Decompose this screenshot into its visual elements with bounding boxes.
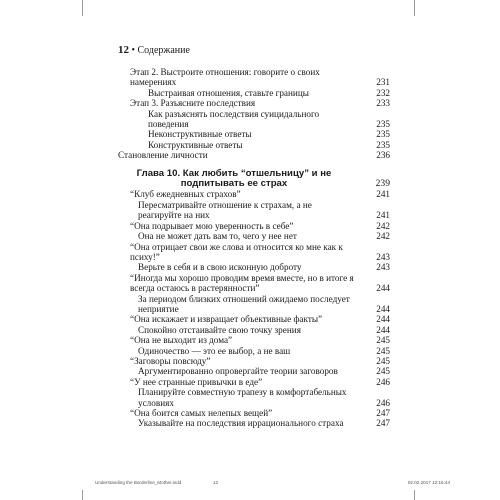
toc-entry-title: Конструктивные ответы — [148, 139, 243, 150]
toc-row — [118, 387, 390, 408]
toc-entry-title: “У нее странные привычки в еде” — [130, 376, 263, 387]
toc-entry-page: 244 — [376, 314, 390, 325]
toc-entry-title: Неконструктивные ответы — [148, 129, 252, 140]
toc-entry-page: 242 — [376, 220, 390, 231]
toc-entry-title: Становление личности — [118, 150, 208, 161]
toc-row — [118, 221, 390, 231]
toc-entry-page: 236 — [376, 150, 390, 161]
crop-mark-top-left — [82, 0, 83, 16]
toc-row — [118, 408, 390, 418]
table-of-contents — [118, 67, 390, 429]
toc-entry-page: 246 — [376, 397, 390, 408]
toc-entry-title: Одиночество — это ее выбор, а не ваш — [138, 345, 291, 356]
toc-entry-page: 239 — [375, 178, 390, 190]
toc-row — [118, 418, 390, 428]
toc-entry-page: 244 — [376, 303, 390, 314]
toc-chapter-row — [118, 169, 390, 190]
toc-entry-title: “Она искажает и извращает объективные факты” — [130, 314, 323, 325]
toc-entry-title: За периодом близких отношений ожидаемо последует неприятие — [138, 293, 350, 314]
toc-row — [118, 335, 390, 345]
toc-entry-page: 231 — [376, 77, 390, 88]
header-title: Содержание — [137, 45, 190, 56]
toc-row — [118, 366, 390, 376]
toc-entry-title: Указывайте на последствия иррационального страха — [138, 418, 344, 429]
toc-entry-page: 243 — [376, 262, 390, 273]
toc-entry-page: 247 — [376, 418, 390, 429]
toc-entry-page: 243 — [376, 251, 390, 262]
toc-entry-title: Верьте в себя и в свою исконную доброту — [138, 262, 302, 273]
toc-row — [118, 200, 390, 221]
toc-entry-title: Глава 10. Как любить “отшельницу” и не подпитывать ее страх — [136, 167, 332, 190]
toc-entry-page: 244 — [376, 324, 390, 335]
toc-row — [118, 109, 390, 130]
toc-entry-page: 235 — [376, 119, 390, 130]
footer-filename: Understanding the Borderline_Mother.indd — [95, 480, 182, 485]
toc-row — [118, 377, 390, 387]
toc-entry-title: Аргументированно опровергайте теории заговоров — [138, 366, 338, 377]
toc-row — [118, 242, 390, 263]
toc-row — [118, 346, 390, 356]
toc-entry-page: 232 — [376, 87, 390, 98]
toc-entry-title: “Она подрывает мою уверенность в себе” — [130, 220, 294, 231]
toc-entry-title: Этап 2. Выстроите отношения: говорите о своих намерениях — [130, 67, 320, 88]
toc-row — [118, 67, 390, 88]
toc-entry-title: “Она боится самых нелепых вещей” — [130, 408, 273, 418]
crop-mark-top-right — [414, 0, 415, 16]
toc-row — [118, 273, 390, 294]
toc-row — [118, 356, 390, 366]
toc-entry-page: 246 — [376, 376, 390, 387]
toc-entry-title: Пересматривайте отношение к страхам, а не реагируйте на них — [138, 199, 312, 221]
toc-entry-title: Как разъяснять последствия суицидального поведения — [148, 108, 320, 130]
crop-mark-bottom-left — [82, 490, 83, 500]
crop-mark-bottom-right — [414, 490, 415, 500]
toc-entry-page: 241 — [376, 210, 390, 221]
toc-entry-page: 245 — [376, 335, 390, 346]
toc-entry-page: 244 — [376, 283, 390, 294]
toc-row — [118, 150, 390, 160]
toc-row — [118, 140, 390, 150]
toc-entry-title: Выстраивая отношения, ставьте границы — [148, 87, 309, 98]
toc-entry-title: Планируйте совместную трапезу в комфортабельных условиях — [138, 387, 347, 408]
footer-page: 12 — [213, 480, 219, 485]
toc-row — [118, 231, 390, 241]
toc-row — [118, 314, 390, 324]
toc-row — [118, 294, 390, 315]
toc-entry-page: 245 — [376, 366, 390, 377]
toc-entry-title: “Заговоры повсюду” — [130, 355, 211, 366]
toc-entry-title: “Она не выходит из дома” — [130, 335, 233, 346]
running-header — [118, 44, 190, 56]
toc-entry-title: “Иногда мы хорошо проводим время вместе, но в итоге я всегда остаюсь в растерянности” — [130, 272, 354, 294]
toc-entry-page: 245 — [376, 345, 390, 356]
page-number: 12 — [118, 44, 129, 56]
toc-row — [118, 129, 390, 139]
footer-timestamp: 02.02.2017 12:15:44 — [407, 480, 450, 485]
toc-entry-page: 233 — [376, 98, 390, 109]
toc-entry-page: 242 — [376, 231, 390, 242]
toc-entry-page: 247 — [376, 408, 390, 418]
toc-row — [118, 189, 390, 199]
toc-row — [118, 98, 390, 108]
toc-entry-title: Спокойно отстаивайте свою точку зрения — [138, 324, 301, 335]
toc-entry-title: Она не может дать вам то, чего у нее нет — [138, 231, 297, 242]
toc-entry-title: “Клуб ежедневных страхов” — [130, 189, 241, 200]
toc-entry-page: 235 — [376, 139, 390, 150]
toc-entry-title: Этап 3. Разъясните последствия — [130, 98, 256, 109]
header-bullet: • — [131, 45, 136, 56]
toc-entry-page: 245 — [376, 355, 390, 366]
toc-row — [118, 262, 390, 272]
toc-row — [118, 325, 390, 335]
toc-entry-title: “Она отрицает свои же слова и относится ко мне как к психу!” — [130, 241, 343, 262]
toc-entry-page: 235 — [376, 129, 390, 140]
toc-row — [118, 88, 390, 98]
toc-entry-page: 241 — [376, 189, 390, 200]
